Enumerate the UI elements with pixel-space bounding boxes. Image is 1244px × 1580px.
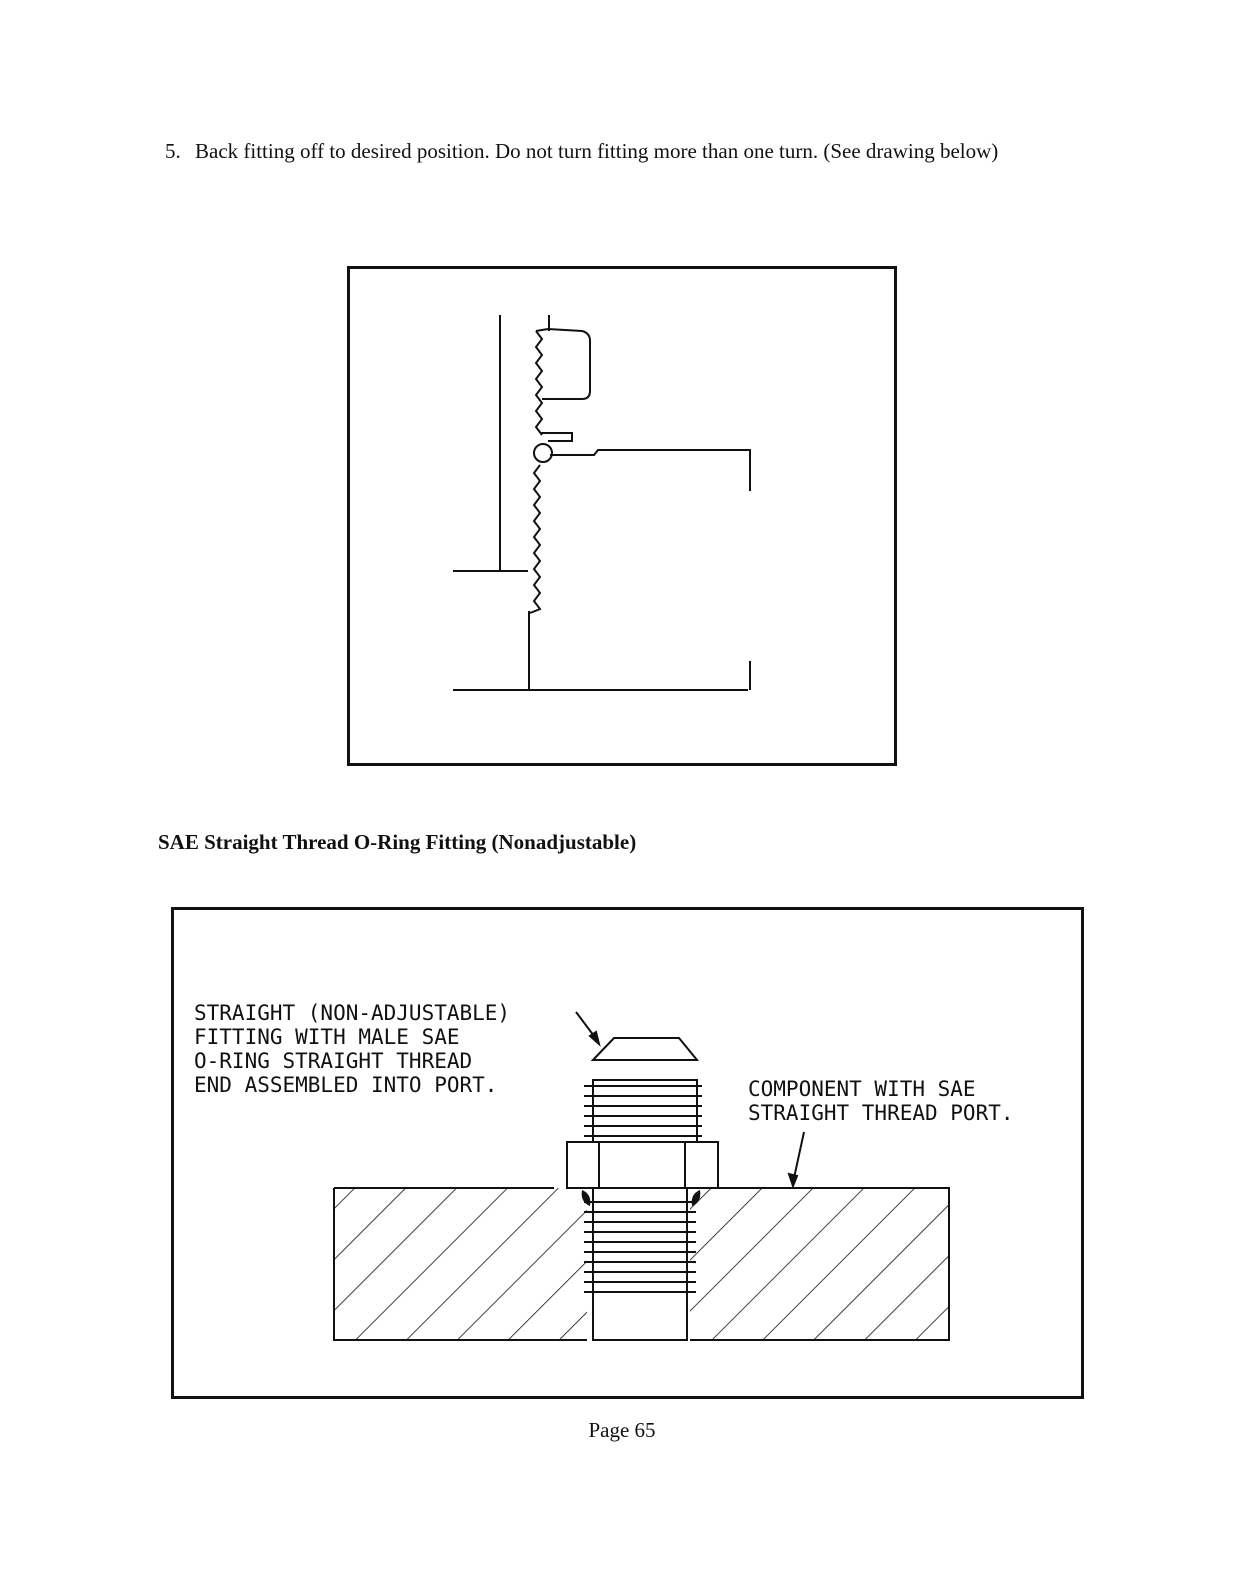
component-shoulder bbox=[550, 450, 750, 491]
hex-nut bbox=[567, 1142, 718, 1188]
fitting-shank bbox=[593, 1188, 687, 1340]
sae-fitting-drawing bbox=[171, 907, 1084, 1399]
leader-right bbox=[794, 1132, 804, 1178]
lower-threads bbox=[530, 465, 540, 613]
fitting-backoff-drawing bbox=[347, 266, 897, 766]
upper-thread-body bbox=[593, 1080, 697, 1142]
sae-fitting-svg bbox=[174, 910, 1081, 1396]
section-heading: SAE Straight Thread O-Ring Fitting (Nonadjustable) bbox=[158, 830, 637, 854]
backup-washer bbox=[540, 433, 572, 441]
fitting-callout: STRAIGHT (NON-ADJUSTABLE) FITTING WITH MALE SAE O-RING STRAIGHT THREAD END ASSEMBLED INTO PORT. bbox=[194, 1001, 511, 1097]
flare-top bbox=[593, 1038, 697, 1060]
step-number: 5. bbox=[165, 139, 181, 163]
fitting-backoff-svg bbox=[350, 269, 894, 763]
step-text: Back fitting off to desired position. Do not turn fitting more than one turn. (See drawing below) bbox=[195, 139, 999, 163]
upper-threads bbox=[536, 331, 542, 435]
component-block bbox=[334, 1188, 949, 1340]
page-number: Page 65 bbox=[588, 1418, 656, 1442]
o-ring bbox=[534, 444, 552, 462]
component-callout: COMPONENT WITH SAE STRAIGHT THREAD PORT. bbox=[748, 1077, 1014, 1125]
upper-nut bbox=[536, 329, 590, 399]
